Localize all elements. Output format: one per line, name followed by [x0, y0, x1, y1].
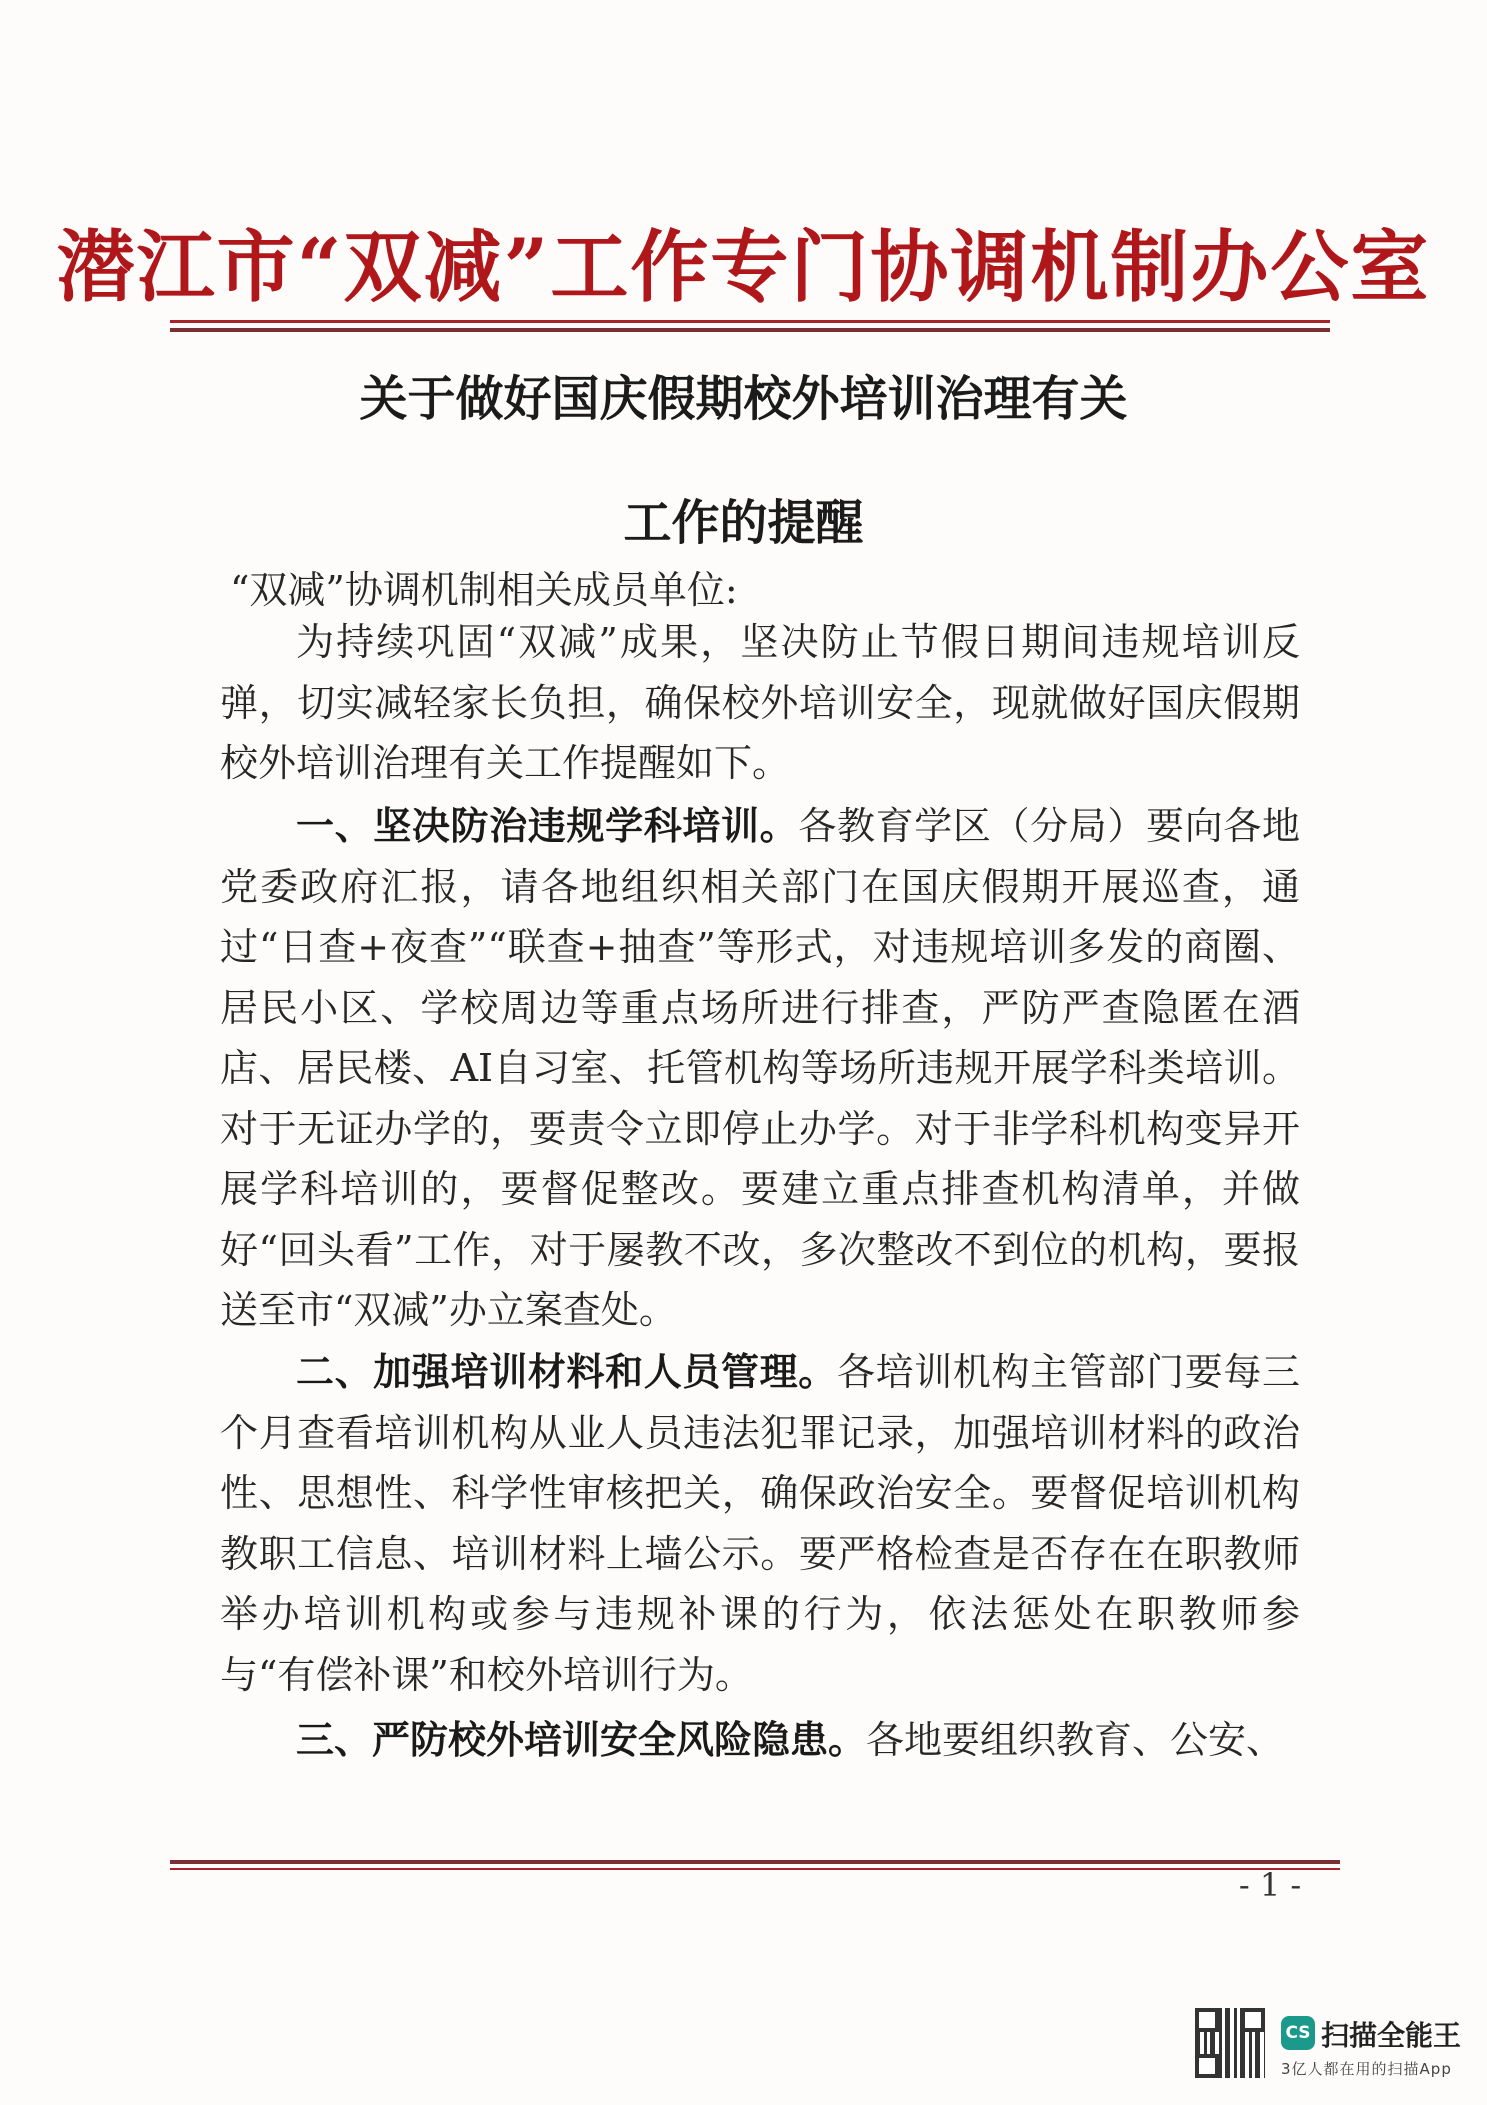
section-3-heading: 三、严防校外培训安全风险隐患。 [296, 1718, 867, 1762]
section-1-heading: 一、坚决防治违规学科培训。 [296, 804, 799, 848]
intro-paragraph: 为持续巩固“双减”成果，坚决防止节假日期间违规培训反弹，切实减轻家长负担，确保校外培训安全，现就做好国庆假期校外培训治理有关工作提醒如下。 [220, 620, 1300, 785]
letterhead-red-rule-thick [170, 328, 1330, 332]
section-3-paragraph [220, 1710, 1300, 1771]
document-title-line-2: 工作的提醒 [623, 495, 864, 551]
section-2-heading: 二、加强培训材料和人员管理。 [296, 1350, 837, 1394]
scanner-watermark [1195, 2008, 1465, 2088]
letterhead-org-name: 潜江市“双减”工作专门协调机制办公室 [56, 222, 1431, 313]
document-title-line-1: 关于做好国庆假期校外培训治理有关 [359, 371, 1128, 427]
section-3-body: 各地要组织教育、公安、 [866, 1718, 1285, 1762]
section-1-body: 各教育学区（分局）要向各地党委政府汇报，请各地组织相关部门在国庆假期开展巡查，通过“日查+夜查”“联查+抽查”等形式，对违规培训多发的商圈、居民小区、学校周边等重点场所进行排查，严防严查隐匿在酒店、居民楼、AI自习室、托管机构等场所违规开展学科类培训。对于无证办学的，要责令立即停止办学。对于非学科机构变异开展学科培训的，要督促整改。要建立重点排查机构清单，并做好“回头看”工作，对于屡教不改，多次整改不到位的机构，要报送至市“双减”办立案查处。 [220, 804, 1300, 1332]
salutation: “双减”协调机制相关成员单位: [230, 568, 738, 612]
page-number: - 1 - [1238, 1866, 1302, 1904]
footer-red-rule-thick [170, 1860, 1340, 1864]
qr-code-icon [1195, 2008, 1265, 2078]
scanner-app-name: 扫描全能王 [1321, 2019, 1462, 2052]
scanner-app-slogan: 3亿人都在用的扫描App [1281, 2060, 1452, 2078]
section-2-paragraph [220, 1342, 1300, 1705]
section-1-paragraph [220, 796, 1300, 1341]
camscanner-logo-icon: CS [1281, 2016, 1315, 2050]
section-2-body: 各培训机构主管部门要每三个月查看培训机构从业人员违法犯罪记录，加强培训材料的政治性、思想性、科学性审核把关，确保政治安全。要督促培训机构教职工信息、培训材料上墙公示。要严格检查是否存在在职教师举办培训机构或参与违规补课的行为，依法惩处在职教师参与“有偿补课”和校外培训行为。 [220, 1350, 1300, 1697]
letterhead-red-rule-thin [170, 320, 1330, 323]
footer-red-rule-thin [170, 1868, 1340, 1870]
